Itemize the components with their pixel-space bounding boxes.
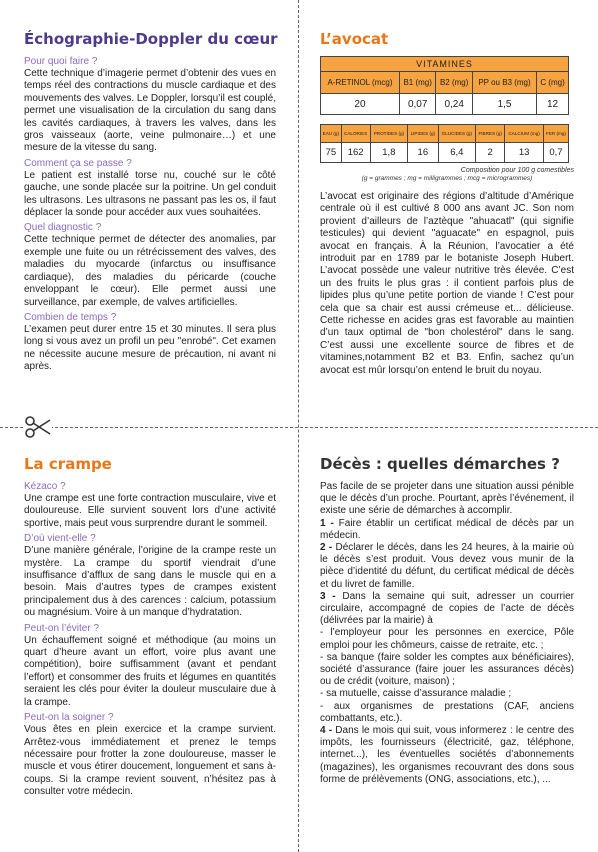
vitamin-value: 12 — [537, 94, 569, 115]
nutrient-label: PROTIDES (g) — [370, 125, 407, 143]
echo-section — [24, 222, 276, 308]
crampe-section — [24, 481, 276, 530]
vitamin-label: PP ou B3 (mg) — [472, 72, 536, 94]
section-heading: Quel diagnostic ? — [24, 222, 102, 234]
section-body: Cette technique d’imagerie permet d’obtenir des vues en temps réel des contractions du muscle cardiaque et des mouvements des valves. Le Doppler, lorsqu’il est couplé, permet une visualisation de la circulation du sang dans les cavités cardiaques, à travers les valves, dans les gros vaisseaux (aorte, veine pulmonaire…) et une mesure de la vitesse du sang. — [24, 68, 276, 154]
deces-intro: Pas facile de se projeter dans une situation aussi pénible que le décès d’un proche. Pourtant, après l’événement, il existe une série de démarches à accomplir. — [320, 481, 574, 517]
step-text: Déclarer le décès, dans les 24 heures, à la mairie où le décès s’est produit. Vous devez vous munir de la pièce d’identité du défunt, du certificat médical de décès et du livret de famille. — [320, 542, 574, 590]
deces-list-item: - sa mutuelle, caisse d’assurance maladie ; — [320, 688, 512, 700]
crampe-section — [24, 623, 276, 709]
avocat-article — [320, 30, 574, 377]
nutrient-label: LIPIDES (g) — [408, 125, 438, 143]
nutrient-label: EAU (g) — [321, 125, 342, 143]
vitamin-value: 0,07 — [399, 94, 435, 115]
horizontal-cut-line — [0, 427, 598, 428]
section-body: L’examen peut durer entre 15 et 30 minutes. Il sera plus long si vous avez un profil un peu "enrobé". Cet examen ne nécessite aucune mesure de précaution, ni avant ni après. — [24, 323, 276, 373]
composition-note: Composition pour 100 g comestibles — [460, 167, 574, 174]
deces-article — [320, 455, 574, 786]
step-number: 2 - — [320, 542, 333, 554]
step-text: Dans la semaine qui suit, adresser un courrier circulaire, accompagné de copies de l’acte de décès (délivrées par la mairie) à — [320, 590, 574, 627]
section-heading: Kézaco ? — [24, 481, 66, 492]
crampe-section — [24, 712, 276, 798]
avocat-title: L’avocat — [320, 30, 389, 48]
crampe-article — [24, 455, 276, 799]
deces-list-item: - l’employeur pour les personnes en exercice, Pôle emploi pour les chômeurs, caisse de retraite, etc. ; — [320, 627, 574, 651]
echo-title: Échographie-Doppler du cœur — [24, 30, 278, 48]
section-heading: D’où vient-elle ? — [24, 533, 96, 545]
vitamin-value: 20 — [321, 94, 400, 115]
vitamin-label: B1 (mg) — [399, 72, 435, 94]
section-body: Vous êtes en plein exercice et la crampe survient. Arrêtez-vous immédiatement et prenez le temps nécessaire pour frotter la zone douloureuse, masser le muscle et vous étirer doucement, longuement et sans à-coups. Si la crampe revient souvent, n’hésitez pas à consulter votre médecin. — [24, 724, 276, 798]
vitamin-value: 1,5 — [472, 94, 536, 115]
deces-list-item: - aux organismes de prestations (CAF, anciens combattants, etc.). — [320, 700, 574, 724]
crampe-section — [24, 533, 276, 619]
echo-section — [24, 158, 276, 220]
nutrient-label: FIBRES (g) — [476, 125, 505, 143]
deces-step — [320, 542, 574, 591]
nutrient-value: 0,7 — [543, 143, 568, 163]
section-body: Cette technique permet de détecter des anomalies, par exemple une fuite ou un rétrécissement des valves, des maladies du myocarde (infarctus ou insuffisance cardiaque), des maladies du péricarde (couche enveloppant le cœur). Elle permet aussi une surveillance, par exemple, de valves artificielles. — [24, 234, 276, 308]
nutrient-value: 2 — [476, 143, 505, 163]
vitamin-label: A-RETINOL (mcg) — [321, 72, 400, 94]
vitamins-header: VITAMINES — [321, 57, 569, 72]
deces-list-item: - sa banque (faire solder les comptes aux bénéficiaires), société d’assurance (faire jouer les assurances décès) ou de crédit (voiture, maison) ; — [320, 651, 574, 688]
section-heading: Combien de temps ? — [24, 311, 117, 323]
step-number: 1 - — [320, 517, 334, 529]
echo-section — [24, 312, 276, 374]
step-text: Dans le mois qui suit, vous informerez : le centre des impôts, les fournisseurs (électricité, gaz, téléphone, internet...), les éventuelles sociétés d’abonnements (magazines), les organismes recouvrant des dons sous forme de prélèvements (ONG, associations, etc.), ... — [320, 725, 575, 785]
vertical-cut-line — [298, 0, 299, 852]
avocat-body: L’avocat est originaire des régions d’altitude d’Amérique centrale où il est cultivé 8 000 ans avant JC. Son nom provient d’ailleurs de l’aztèque "ahuacatl" (qui signifie testicules) qui devient "aguacate" en espagnol, puis avocat en français. À la Réunion, l’avocatier a été introduit par en 1789 par le botaniste Joseph Hubert. L’avocat possède une valeur nutritive très élevée. C’est un des fruits le plus gras : il contient parfois plus de lipides plus qu’une petite portion de viande ! C’est pour cela que sa chair est aussi crémeuse et... délicieuse. Cette richesse en acides gras est favorable au maintien d’un taux optimal de "bon cholestérol" dans le sang. C’est aussi une excellente source de fibres et de vitamines,notamment B2 et B3. Enfin, sachez qu’un avocat est mûr lorsqu’on entend le bruit du noyau. — [320, 191, 574, 376]
crampe-title: La crampe — [24, 455, 112, 473]
deces-step — [320, 591, 574, 628]
section-heading: Pour quoi faire ? — [24, 56, 98, 67]
scissors-icon — [24, 414, 52, 440]
nutrient-label: FER (mg) — [543, 125, 568, 143]
nutrient-value: 6,4 — [438, 143, 475, 163]
step-number: 4 - — [320, 725, 333, 737]
nutrients-table — [320, 124, 569, 163]
nutrient-label: GLUCIDES (g) — [438, 125, 475, 143]
section-heading: Comment ça se passe ? — [24, 157, 132, 169]
deces-step — [320, 518, 574, 542]
vitamin-label: C (mg) — [537, 72, 569, 94]
section-body: D’une manière générale, l’origine de la crampe reste un mystère. La crampe du sportif viendrait d’une insuffisance d’afflux de sang dans le muscle qui en a besoin. Mais d’autres types de crampes existent principalement dus à des carences : calcium, potassium ou magnésium. Voire à un manque d’hydratation. — [24, 545, 276, 619]
vitamins-table — [320, 56, 569, 115]
nutrient-value: 162 — [341, 143, 370, 163]
echo-article — [24, 30, 276, 374]
echo-section — [24, 56, 276, 155]
step-text: Faire établir un certificat médical de décès par un médecin. — [320, 517, 574, 541]
section-heading: Peut-on l’éviter ? — [24, 622, 100, 634]
section-body: Le patient est installé torse nu, couché sur le côté gauche, une sonde placée sur la poitrine. Un gel conduit les ultrasons. Les ultrasons ne passant pas les os, il faut déplacer la sonde pour accéder aux vues souhaitées. — [24, 169, 276, 219]
nutrient-label: CALCIUM (mg) — [505, 125, 544, 143]
nutrient-value: 1,8 — [370, 143, 407, 163]
deces-title: Décès : quelles démarches ? — [320, 455, 560, 473]
section-body: Un échauffement soigné et méthodique (au moins un quart d’heure avant un effort, voire plus avant une compétition), boire suffisamment (avant et pendant l’effort) et consommer des fruits et légumes en quantités seraient les clés pour éviter la douleur musculaire due à la crampe. — [24, 634, 276, 708]
nutrient-label: CALORIES — [341, 125, 370, 143]
units-note: (g = grammes ; mg = milligrammes ; mcg = microgrammes) — [361, 175, 533, 182]
section-heading: Peut-on la soigner ? — [24, 712, 114, 724]
nutrient-value: 75 — [321, 143, 342, 163]
nutrient-value: 16 — [408, 143, 438, 163]
vitamin-value: 0,24 — [436, 94, 472, 115]
step-number: 3 - — [320, 590, 336, 602]
deces-step — [320, 725, 574, 786]
section-body: Une crampe est une forte contraction musculaire, vive et douloureuse. Elle survient souvent lors d’une activité sportive, mais peut vous surprendre durant le sommeil. — [24, 493, 276, 529]
vitamin-label: B2 (mg) — [436, 72, 472, 94]
nutrient-value: 13 — [505, 143, 544, 163]
